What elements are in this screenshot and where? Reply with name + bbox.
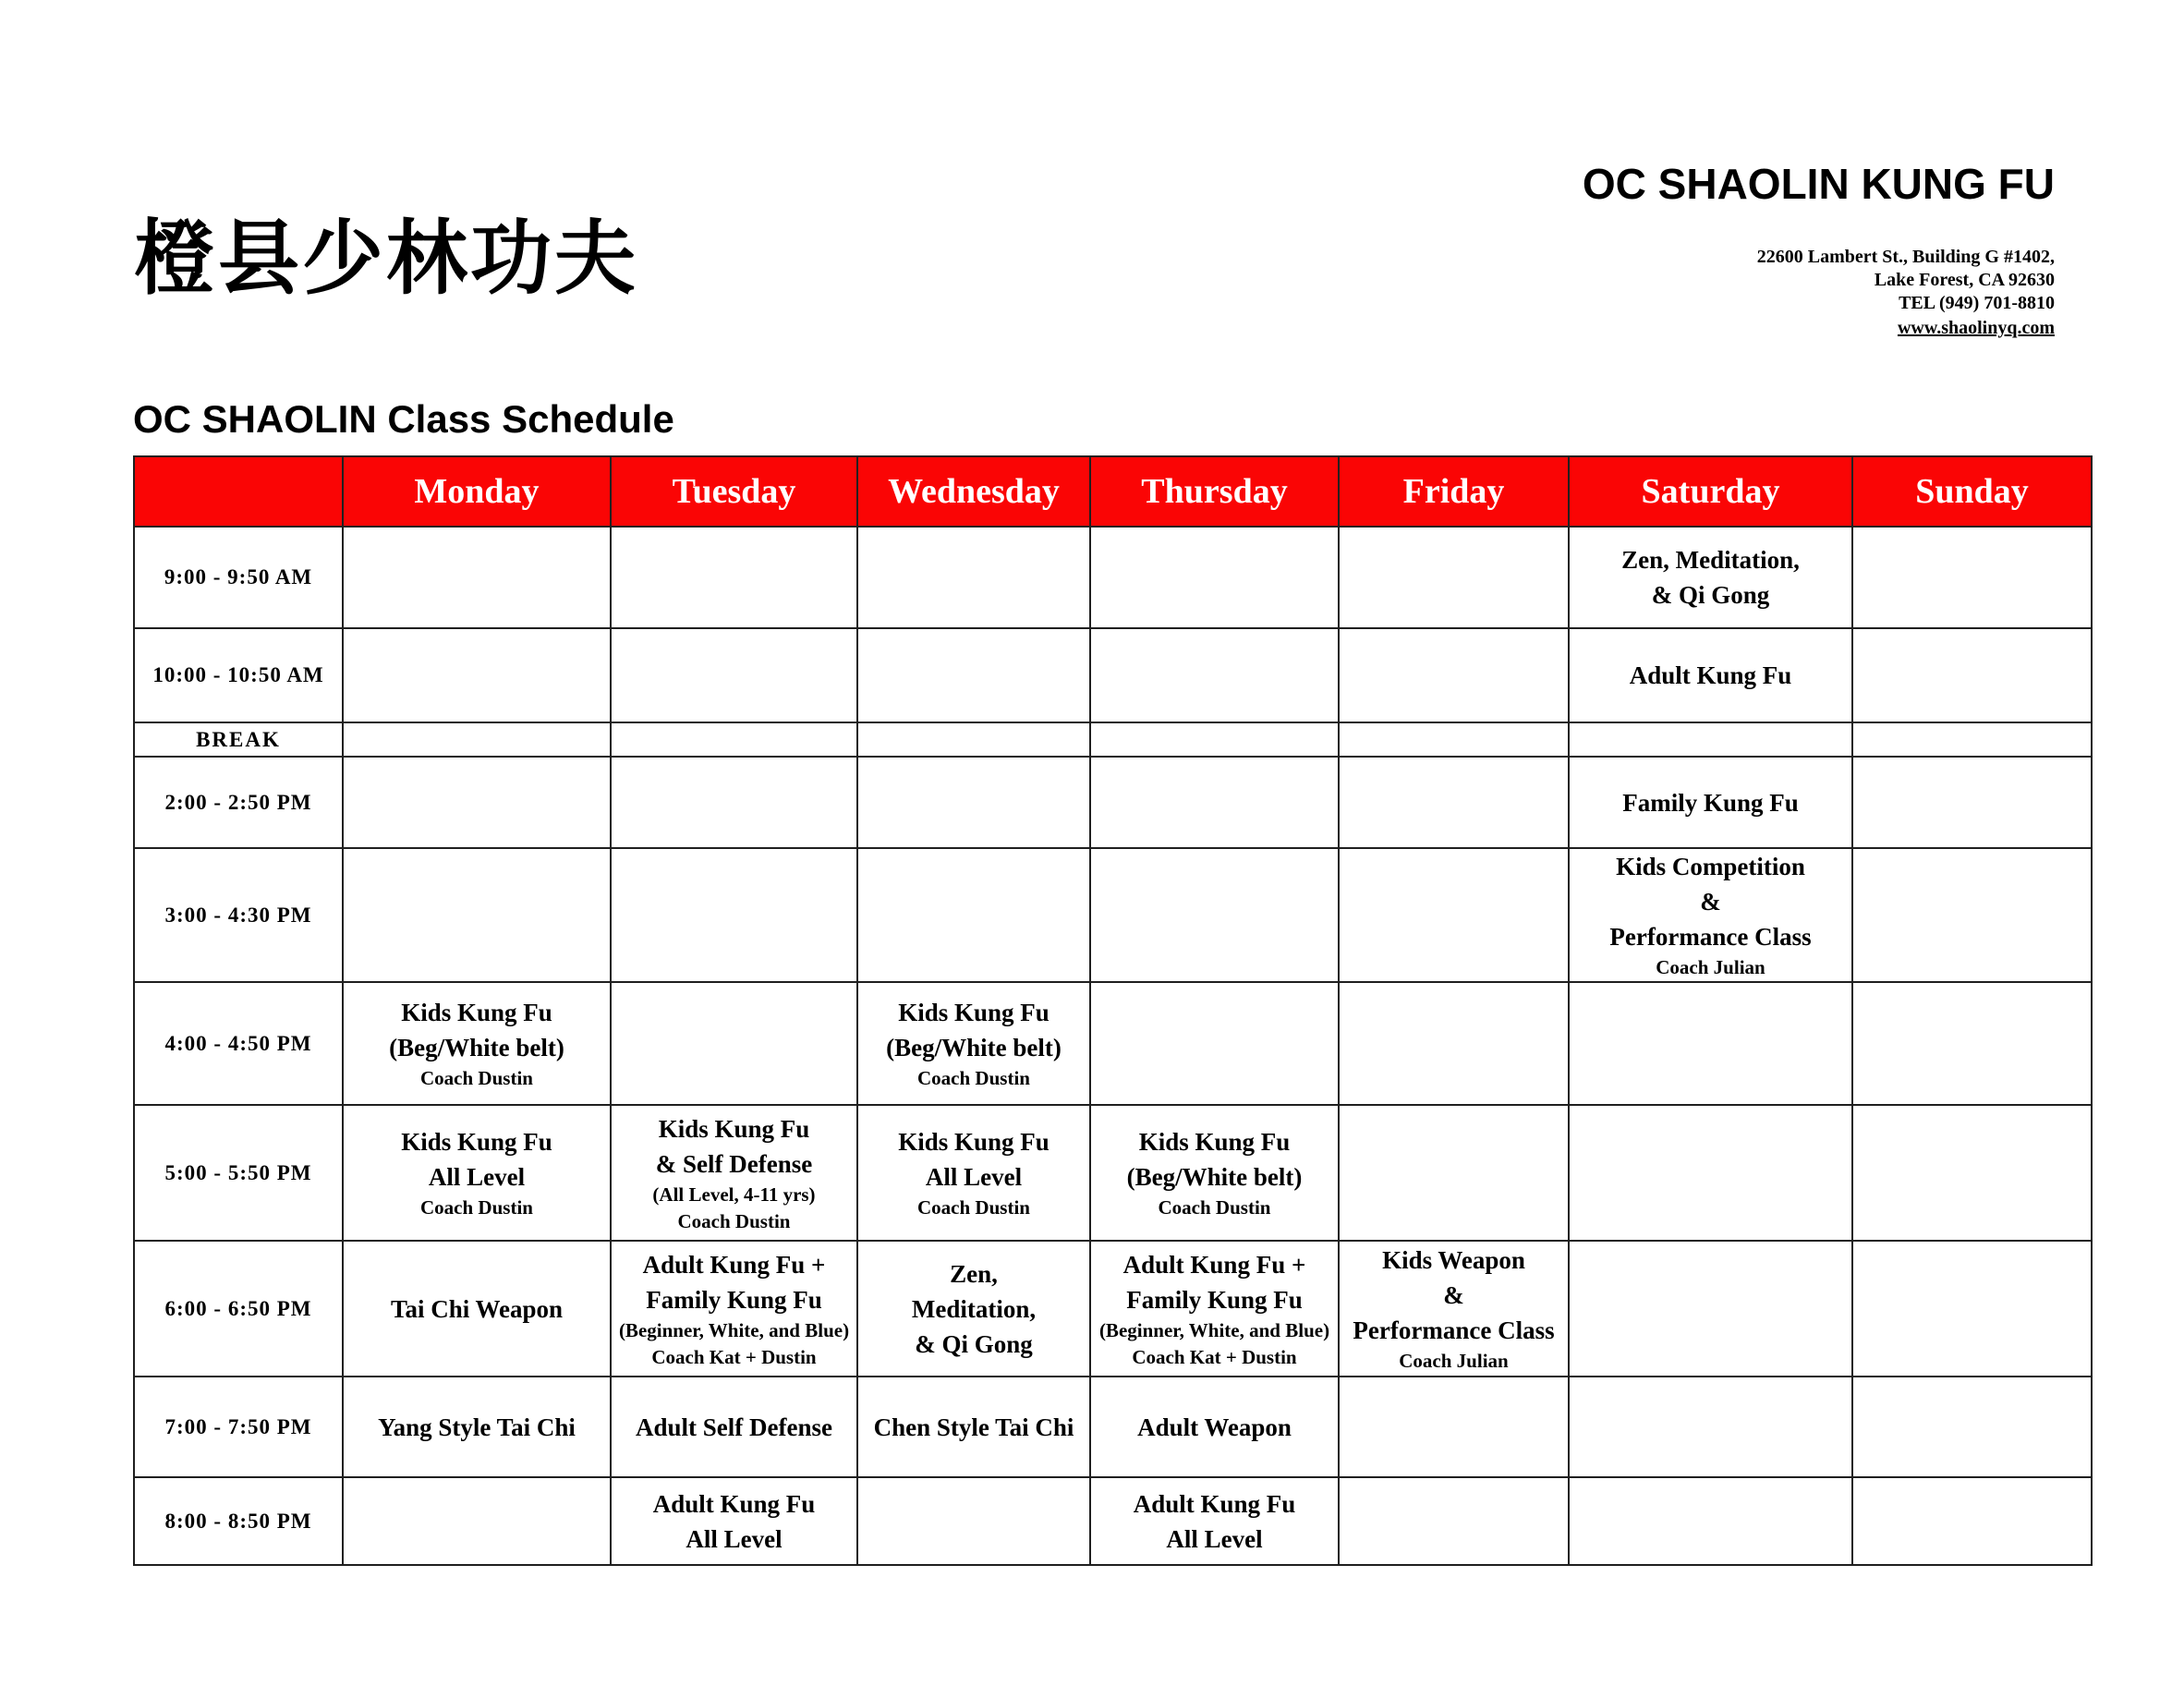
class-line: Adult Self Defense — [636, 1413, 832, 1441]
class-line: All Level — [925, 1163, 1023, 1191]
class-line: All Level — [686, 1524, 783, 1553]
class-cell — [343, 1477, 611, 1565]
class-cell — [1339, 628, 1569, 722]
class-cell — [1852, 848, 2092, 982]
class-line: Kids Kung Fu — [401, 999, 552, 1026]
class-line: Coach Kat + Dustin — [651, 1345, 817, 1368]
class-line: (All Level, 4-11 yrs) — [652, 1183, 816, 1206]
time-cell: 6:00 - 6:50 PM — [134, 1241, 343, 1377]
table-row — [134, 1241, 2092, 1377]
class-cell — [343, 628, 611, 722]
class-line: Kids Kung Fu — [1138, 1128, 1291, 1156]
class-line: Coach Dustin — [1158, 1196, 1271, 1219]
class-cell — [857, 982, 1090, 1105]
class-cell — [857, 1105, 1090, 1241]
class-line: Coach Julian — [1656, 956, 1765, 978]
class-line: & — [1443, 1281, 1464, 1309]
class-cell — [1339, 1477, 1569, 1565]
time-cell: 7:00 - 7:50 PM — [134, 1377, 343, 1477]
class-line: Zen, — [950, 1259, 998, 1288]
class-cell — [857, 527, 1090, 628]
class-cell — [343, 757, 611, 848]
class-line: & Qi Gong — [915, 1329, 1033, 1358]
class-cell — [1090, 527, 1339, 628]
class-cell — [1569, 757, 1852, 848]
class-cell — [1569, 1377, 1852, 1477]
class-cell — [857, 1377, 1090, 1477]
class-line: Coach Kat + Dustin — [1132, 1345, 1297, 1368]
class-cell — [1339, 848, 1569, 982]
class-line: Zen, Meditation, — [1621, 546, 1800, 574]
org-name: OC SHAOLIN KUNG FU — [1582, 160, 2055, 208]
class-cell — [343, 1377, 611, 1477]
class-cell — [1852, 628, 2092, 722]
class-line: Coach Dustin — [917, 1067, 1030, 1089]
class-cell — [343, 1105, 611, 1241]
time-cell: 8:00 - 8:50 PM — [134, 1477, 343, 1565]
class-line: Adult Kung Fu — [1133, 1489, 1296, 1518]
class-cell — [1852, 527, 2092, 628]
address-block — [1757, 246, 2055, 340]
time-cell: 10:00 - 10:50 AM — [134, 628, 343, 722]
class-line: (Beginner, White, and Blue) — [1098, 1318, 1330, 1341]
class-line: Yang Style Tai Chi — [378, 1413, 576, 1441]
class-cell — [343, 1241, 611, 1377]
table-row — [134, 982, 2092, 1105]
class-line: (Beg/White belt) — [886, 1034, 1062, 1061]
class-cell — [1852, 1105, 2092, 1241]
class-cell — [1090, 848, 1339, 982]
day-header-friday: Friday — [1339, 456, 1569, 527]
schedule-title: OC SHAOLIN Class Schedule — [133, 397, 674, 441]
chinese-title: 橙县少林功夫 — [134, 211, 639, 306]
class-cell — [1569, 982, 1852, 1105]
time-cell: 3:00 - 4:30 PM — [134, 848, 343, 982]
class-cell — [857, 757, 1090, 848]
class-cell — [611, 757, 857, 848]
table-row — [134, 1105, 2092, 1241]
class-cell — [1090, 1377, 1339, 1477]
class-line: Meditation, — [911, 1294, 1037, 1323]
class-line: Tai Chi Weapon — [390, 1294, 564, 1323]
class-line: Adult Weapon — [1137, 1413, 1292, 1441]
class-line: Adult Kung Fu + — [1122, 1250, 1306, 1279]
class-cell — [1852, 1241, 2092, 1377]
class-cell — [611, 1377, 857, 1477]
class-cell — [1339, 1105, 1569, 1241]
class-cell — [1852, 722, 2092, 757]
class-cell — [1569, 1105, 1852, 1241]
class-cell — [611, 527, 857, 628]
class-cell — [857, 722, 1090, 757]
day-header-saturday: Saturday — [1569, 456, 1852, 527]
table-row — [134, 722, 2092, 757]
class-cell — [1090, 1241, 1339, 1377]
class-cell — [1339, 1377, 1569, 1477]
schedule-body — [134, 527, 2092, 1565]
class-cell — [857, 1477, 1090, 1565]
time-cell: 4:00 - 4:50 PM — [134, 982, 343, 1105]
day-header-thursday: Thursday — [1090, 456, 1339, 527]
time-cell: 2:00 - 2:50 PM — [134, 757, 343, 848]
class-cell — [1090, 1105, 1339, 1241]
class-cell — [1339, 1241, 1569, 1377]
class-cell — [1569, 1241, 1852, 1377]
corner-header-cell — [134, 456, 343, 527]
address-line-1: 22600 Lambert St., Building G #1402, — [1756, 247, 2055, 267]
class-line: & Self Defense — [655, 1149, 813, 1178]
class-cell — [1852, 757, 2092, 848]
class-cell — [857, 1241, 1090, 1377]
class-line: Chen Style Tai Chi — [873, 1413, 1074, 1441]
class-cell — [1852, 982, 2092, 1105]
class-line: Coach Dustin — [420, 1067, 533, 1089]
class-cell — [1569, 527, 1852, 628]
class-line: (Beg/White belt) — [389, 1034, 564, 1061]
class-cell — [343, 982, 611, 1105]
class-cell — [611, 1105, 857, 1241]
class-line: All Level — [1166, 1524, 1263, 1553]
address-line-2: Lake Forest, CA 92630 — [1874, 270, 2055, 290]
table-row — [134, 1377, 2092, 1477]
class-cell — [857, 628, 1090, 722]
class-line: Coach Dustin — [420, 1196, 533, 1219]
class-cell — [1090, 757, 1339, 848]
class-line: Kids Kung Fu — [898, 999, 1050, 1026]
class-cell — [1090, 722, 1339, 757]
class-line: Family Kung Fu — [646, 1285, 822, 1314]
class-cell — [343, 527, 611, 628]
break-cell: BREAK — [134, 722, 343, 757]
class-cell — [1339, 527, 1569, 628]
day-header-sunday: Sunday — [1852, 456, 2092, 527]
class-line: Family Kung Fu — [1622, 788, 1799, 817]
class-cell — [611, 1241, 857, 1377]
class-line: Kids Competition — [1616, 853, 1805, 880]
class-line: & Qi Gong — [1651, 581, 1770, 609]
class-cell — [1569, 628, 1852, 722]
class-cell — [611, 722, 857, 757]
class-cell — [1339, 982, 1569, 1105]
class-cell — [1569, 722, 1852, 757]
class-cell — [611, 848, 857, 982]
class-cell — [343, 848, 611, 982]
table-row — [134, 628, 2092, 722]
class-line: (Beginner, White, and Blue) — [618, 1318, 850, 1341]
class-line: Adult Kung Fu + — [642, 1250, 826, 1279]
class-cell — [1090, 982, 1339, 1105]
class-line: Kids Kung Fu — [898, 1128, 1050, 1156]
class-line: All Level — [428, 1163, 526, 1191]
day-header-wednesday: Wednesday — [857, 456, 1090, 527]
day-header-tuesday: Tuesday — [611, 456, 857, 527]
class-cell — [1569, 848, 1852, 982]
class-line: Coach Dustin — [677, 1209, 791, 1232]
class-line: (Beg/White belt) — [1126, 1163, 1303, 1191]
class-line: Kids Kung Fu — [658, 1114, 810, 1143]
class-line: Coach Dustin — [917, 1196, 1030, 1219]
website-link[interactable]: www.shaolinyq.com — [1897, 318, 2055, 338]
table-row — [134, 527, 2092, 628]
class-cell — [1339, 722, 1569, 757]
class-cell — [611, 628, 857, 722]
class-cell — [1090, 1477, 1339, 1565]
class-cell — [1569, 1477, 1852, 1565]
day-header-monday: Monday — [343, 456, 611, 527]
table-row — [134, 1477, 2092, 1565]
class-cell — [1852, 1377, 2092, 1477]
class-line: Kids Weapon — [1382, 1246, 1525, 1274]
table-row — [134, 757, 2092, 848]
day-header-row — [134, 456, 2092, 527]
class-line: Coach Julian — [1399, 1350, 1509, 1372]
time-cell: 9:00 - 9:50 AM — [134, 527, 343, 628]
class-line: & — [1700, 888, 1721, 916]
class-line: Adult Kung Fu — [1629, 661, 1792, 689]
class-cell — [1090, 628, 1339, 722]
schedule-table — [133, 455, 2093, 1566]
class-line: Kids Kung Fu — [401, 1128, 552, 1156]
address-line-3: TEL (949) 701-8810 — [1899, 293, 2055, 313]
class-line: Performance Class — [1353, 1316, 1555, 1344]
class-cell — [1852, 1477, 2092, 1565]
class-cell — [343, 722, 611, 757]
class-line: Family Kung Fu — [1126, 1285, 1303, 1314]
table-row — [134, 848, 2092, 982]
class-cell — [857, 848, 1090, 982]
class-line: Performance Class — [1609, 923, 1812, 951]
class-cell — [611, 982, 857, 1105]
class-line: Adult Kung Fu — [652, 1489, 816, 1518]
class-cell — [611, 1477, 857, 1565]
class-cell — [1339, 757, 1569, 848]
time-cell: 5:00 - 5:50 PM — [134, 1105, 343, 1241]
